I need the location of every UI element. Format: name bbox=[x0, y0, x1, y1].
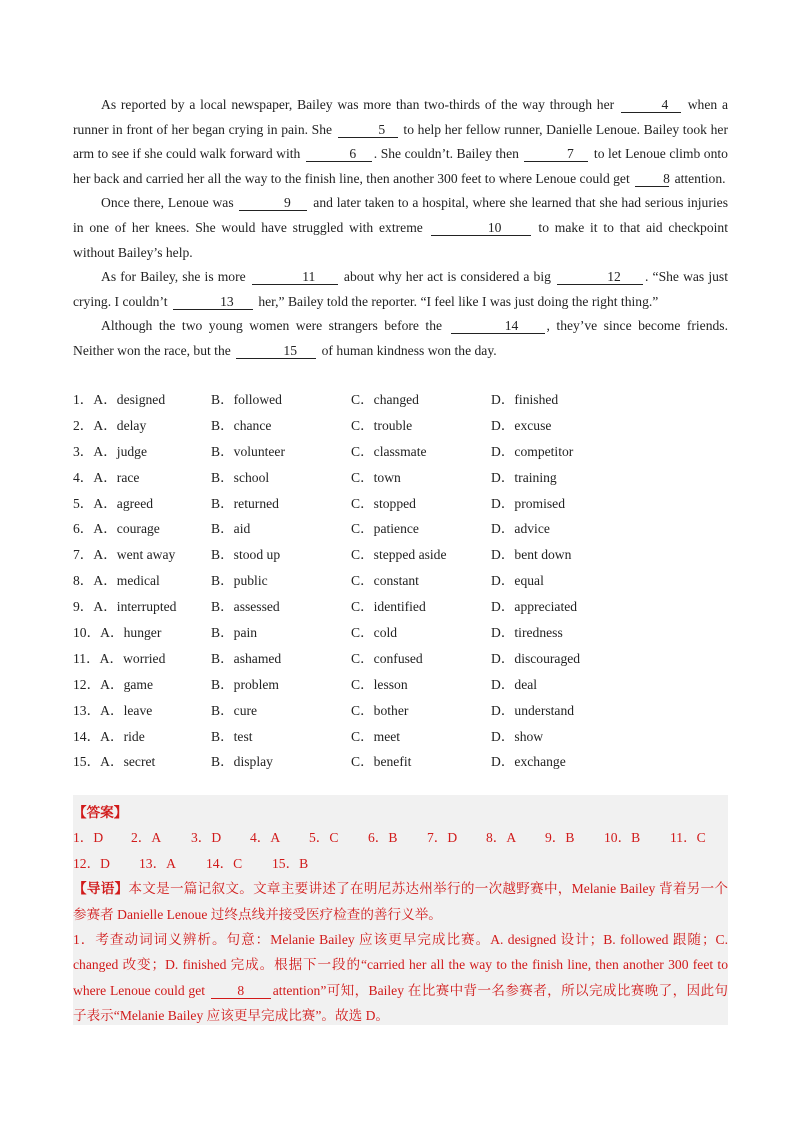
paragraph-4 bbox=[73, 314, 728, 363]
option-d: D．promised bbox=[491, 495, 566, 511]
option-b: B．problem bbox=[211, 676, 279, 692]
guide-text: 本文是一篇记叙文。文章主要讲述了在明尼苏达州举行的一次越野赛中，Melanie Bailey 背着另一个参赛者 Danielle Lenoue 过终点线并接受医疗检查的善行义举。 bbox=[73, 881, 728, 922]
text: to let Lenoue climb onto her back and carried her all the way to the finish line, then another 300 feet to where Lenoue could get bbox=[73, 146, 728, 186]
answer-key: 6．B bbox=[368, 830, 398, 846]
option-d: D．advice bbox=[491, 521, 550, 537]
option-c: C．stopped bbox=[351, 495, 416, 511]
blank-15: 15 bbox=[236, 343, 316, 359]
option-b: B．aid bbox=[211, 521, 251, 537]
answer-key: 14．C bbox=[206, 855, 243, 871]
option-d: D．deal bbox=[491, 676, 538, 692]
option-c: C．town bbox=[351, 469, 401, 485]
option-c: C．benefit bbox=[351, 754, 412, 770]
answer-key: 7．D bbox=[427, 830, 458, 846]
explanation-text: 1．考查动词词义辨析。句意：Melanie Bailey 应该更早完成比赛。A. designed 设计；B. followed 跟随；C. changed 改变；D. finished 完成。根据下一段的“carried her all the way to the finish line, then another 300 feet to where Lenoue could get bbox=[73, 932, 728, 998]
option-c: C．bother bbox=[351, 702, 409, 718]
answer-key: 12．D bbox=[73, 855, 111, 871]
answer-key: 8．A bbox=[486, 830, 517, 846]
option-d: D．bent down bbox=[491, 547, 572, 563]
text: when a runner in front of her began crying in pain. She bbox=[73, 97, 728, 137]
option-d: D．discouraged bbox=[491, 650, 581, 666]
option-d: D．exchange bbox=[491, 754, 566, 770]
text: , they’ve since become friends. Neither won the race, but the bbox=[73, 318, 728, 358]
answer-keys-row-2 bbox=[73, 851, 728, 876]
answer-key: 2．A bbox=[131, 830, 162, 846]
option-a: 12．A．game bbox=[73, 676, 154, 692]
option-b: B．ashamed bbox=[211, 650, 282, 666]
text: As reported by a local newspaper, Bailey was more than two-thirds of the way through her bbox=[101, 97, 615, 112]
option-c: C．constant bbox=[351, 573, 419, 589]
option-b: B．assessed bbox=[211, 599, 280, 615]
answer-key: 10．B bbox=[604, 830, 641, 846]
guide-paragraph bbox=[73, 876, 728, 927]
blank-13: 13 bbox=[173, 294, 253, 310]
blank-7: 7 bbox=[524, 146, 588, 162]
option-a: 6．A．courage bbox=[73, 521, 160, 537]
option-b: B．school bbox=[211, 469, 270, 485]
text: Although the two young women were strangers before the bbox=[101, 318, 443, 334]
option-b: B．display bbox=[211, 754, 273, 770]
option-d: D．tiredness bbox=[491, 625, 563, 641]
text: and later taken to a hospital, where she learned that she had serious injuries in one of her knees. She would have struggled with extreme bbox=[73, 195, 728, 235]
text: to make it to that aid checkpoint without Bailey’s help. bbox=[73, 219, 728, 260]
option-a: 9．A．interrupted bbox=[73, 599, 177, 615]
explanation-text: attention”可知，Bailey 在比赛中背一名参赛者，所以完成比赛晚了，因此句子表示“Melanie Bailey 应该更早完成比赛”。故选 D。 bbox=[73, 982, 728, 1024]
option-d: D．equal bbox=[491, 573, 544, 589]
option-a: 10．A．hunger bbox=[73, 625, 162, 641]
blank-8: 8 bbox=[635, 171, 669, 187]
text: of human kindness won the day. bbox=[321, 342, 497, 358]
blank-6: 6 bbox=[306, 146, 372, 162]
text: her,” Bailey told the reporter. “I feel like I was just doing the right thing.” bbox=[258, 293, 659, 309]
blank-5: 5 bbox=[338, 122, 398, 138]
answer-key: 5．C bbox=[309, 830, 339, 846]
option-a: 15．A．secret bbox=[73, 754, 156, 770]
option-b: B．returned bbox=[211, 495, 279, 511]
answer-key: 15．B bbox=[272, 855, 309, 871]
option-d: D．understand bbox=[491, 702, 575, 718]
option-a: 11．A．worried bbox=[73, 650, 166, 666]
text: . “She was just crying. I couldn’t bbox=[73, 269, 728, 309]
answer-key: 4．A bbox=[250, 830, 281, 846]
paragraph-2 bbox=[73, 191, 728, 265]
option-c: C．trouble bbox=[351, 417, 413, 433]
option-a: 4．A．race bbox=[73, 469, 140, 485]
option-d: D．excuse bbox=[491, 417, 552, 433]
option-a: 2．A．delay bbox=[73, 417, 147, 433]
text: to help her fellow runner, Danielle Lenoue. Bailey took her arm to see if she could walk forward with bbox=[73, 121, 728, 162]
option-c: C．identified bbox=[351, 599, 426, 615]
option-b: B．volunteer bbox=[211, 443, 285, 459]
option-a: 3．A．judge bbox=[73, 443, 148, 459]
blank-14: 14 bbox=[451, 318, 545, 334]
option-a: 14．A．ride bbox=[73, 728, 145, 744]
answer-key: 11．C bbox=[670, 830, 706, 846]
option-b: B．cure bbox=[211, 702, 258, 718]
option-b: B．stood up bbox=[211, 547, 281, 563]
guide-label: 【导语】 bbox=[73, 881, 129, 897]
option-b: B．test bbox=[211, 728, 253, 744]
paragraph-1 bbox=[73, 93, 728, 191]
option-c: C．lesson bbox=[351, 676, 408, 692]
option-d: D．competitor bbox=[491, 443, 574, 459]
paragraph-3 bbox=[73, 265, 728, 314]
blank-4: 4 bbox=[621, 97, 681, 113]
answer-key: 9．B bbox=[545, 830, 575, 846]
answer-key: 1．D bbox=[73, 830, 104, 846]
answer-key: 3．D bbox=[191, 830, 222, 846]
option-b: B．pain bbox=[211, 625, 258, 641]
option-c: C．stepped aside bbox=[351, 547, 447, 563]
option-b: B．chance bbox=[211, 417, 272, 433]
explanation-blank: 8 bbox=[211, 983, 271, 999]
option-c: C．confused bbox=[351, 650, 423, 666]
blank-10: 10 bbox=[431, 220, 531, 236]
blank-11: 11 bbox=[252, 269, 338, 285]
option-a: 8．A．medical bbox=[73, 573, 160, 589]
answer-title: 【答案】 bbox=[73, 805, 128, 820]
option-c: C．cold bbox=[351, 625, 398, 641]
text: about why her act is considered a big bbox=[343, 269, 551, 285]
option-b: B．public bbox=[211, 573, 268, 589]
option-a: 7．A．went away bbox=[73, 547, 176, 563]
answer-keys-row-1 bbox=[73, 825, 728, 850]
blank-12: 12 bbox=[557, 269, 643, 285]
option-c: C．classmate bbox=[351, 443, 427, 459]
option-a: 5．A．agreed bbox=[73, 495, 154, 511]
option-c: C．changed bbox=[351, 392, 419, 407]
text: attention. bbox=[674, 170, 726, 186]
text: . She couldn’t. Bailey then bbox=[373, 146, 519, 162]
option-c: C．meet bbox=[351, 728, 401, 744]
option-a: 13．A．leave bbox=[73, 702, 153, 718]
option-d: D．show bbox=[491, 728, 544, 744]
option-c: C．patience bbox=[351, 521, 419, 537]
cloze-passage bbox=[73, 93, 728, 364]
answer-section bbox=[73, 800, 728, 1029]
option-d: D．training bbox=[491, 469, 557, 485]
text: Once there, Lenoue was bbox=[101, 195, 234, 211]
blank-9: 9 bbox=[239, 195, 307, 211]
option-b: B．followed bbox=[211, 392, 282, 407]
option-a: 1．A．designed bbox=[73, 392, 166, 407]
explanation-1 bbox=[73, 927, 728, 1029]
option-d: D．finished bbox=[491, 392, 559, 407]
option-d: D．appreciated bbox=[491, 599, 578, 615]
text: As for Bailey, she is more bbox=[101, 269, 246, 285]
answer-key: 13．A bbox=[139, 855, 177, 871]
